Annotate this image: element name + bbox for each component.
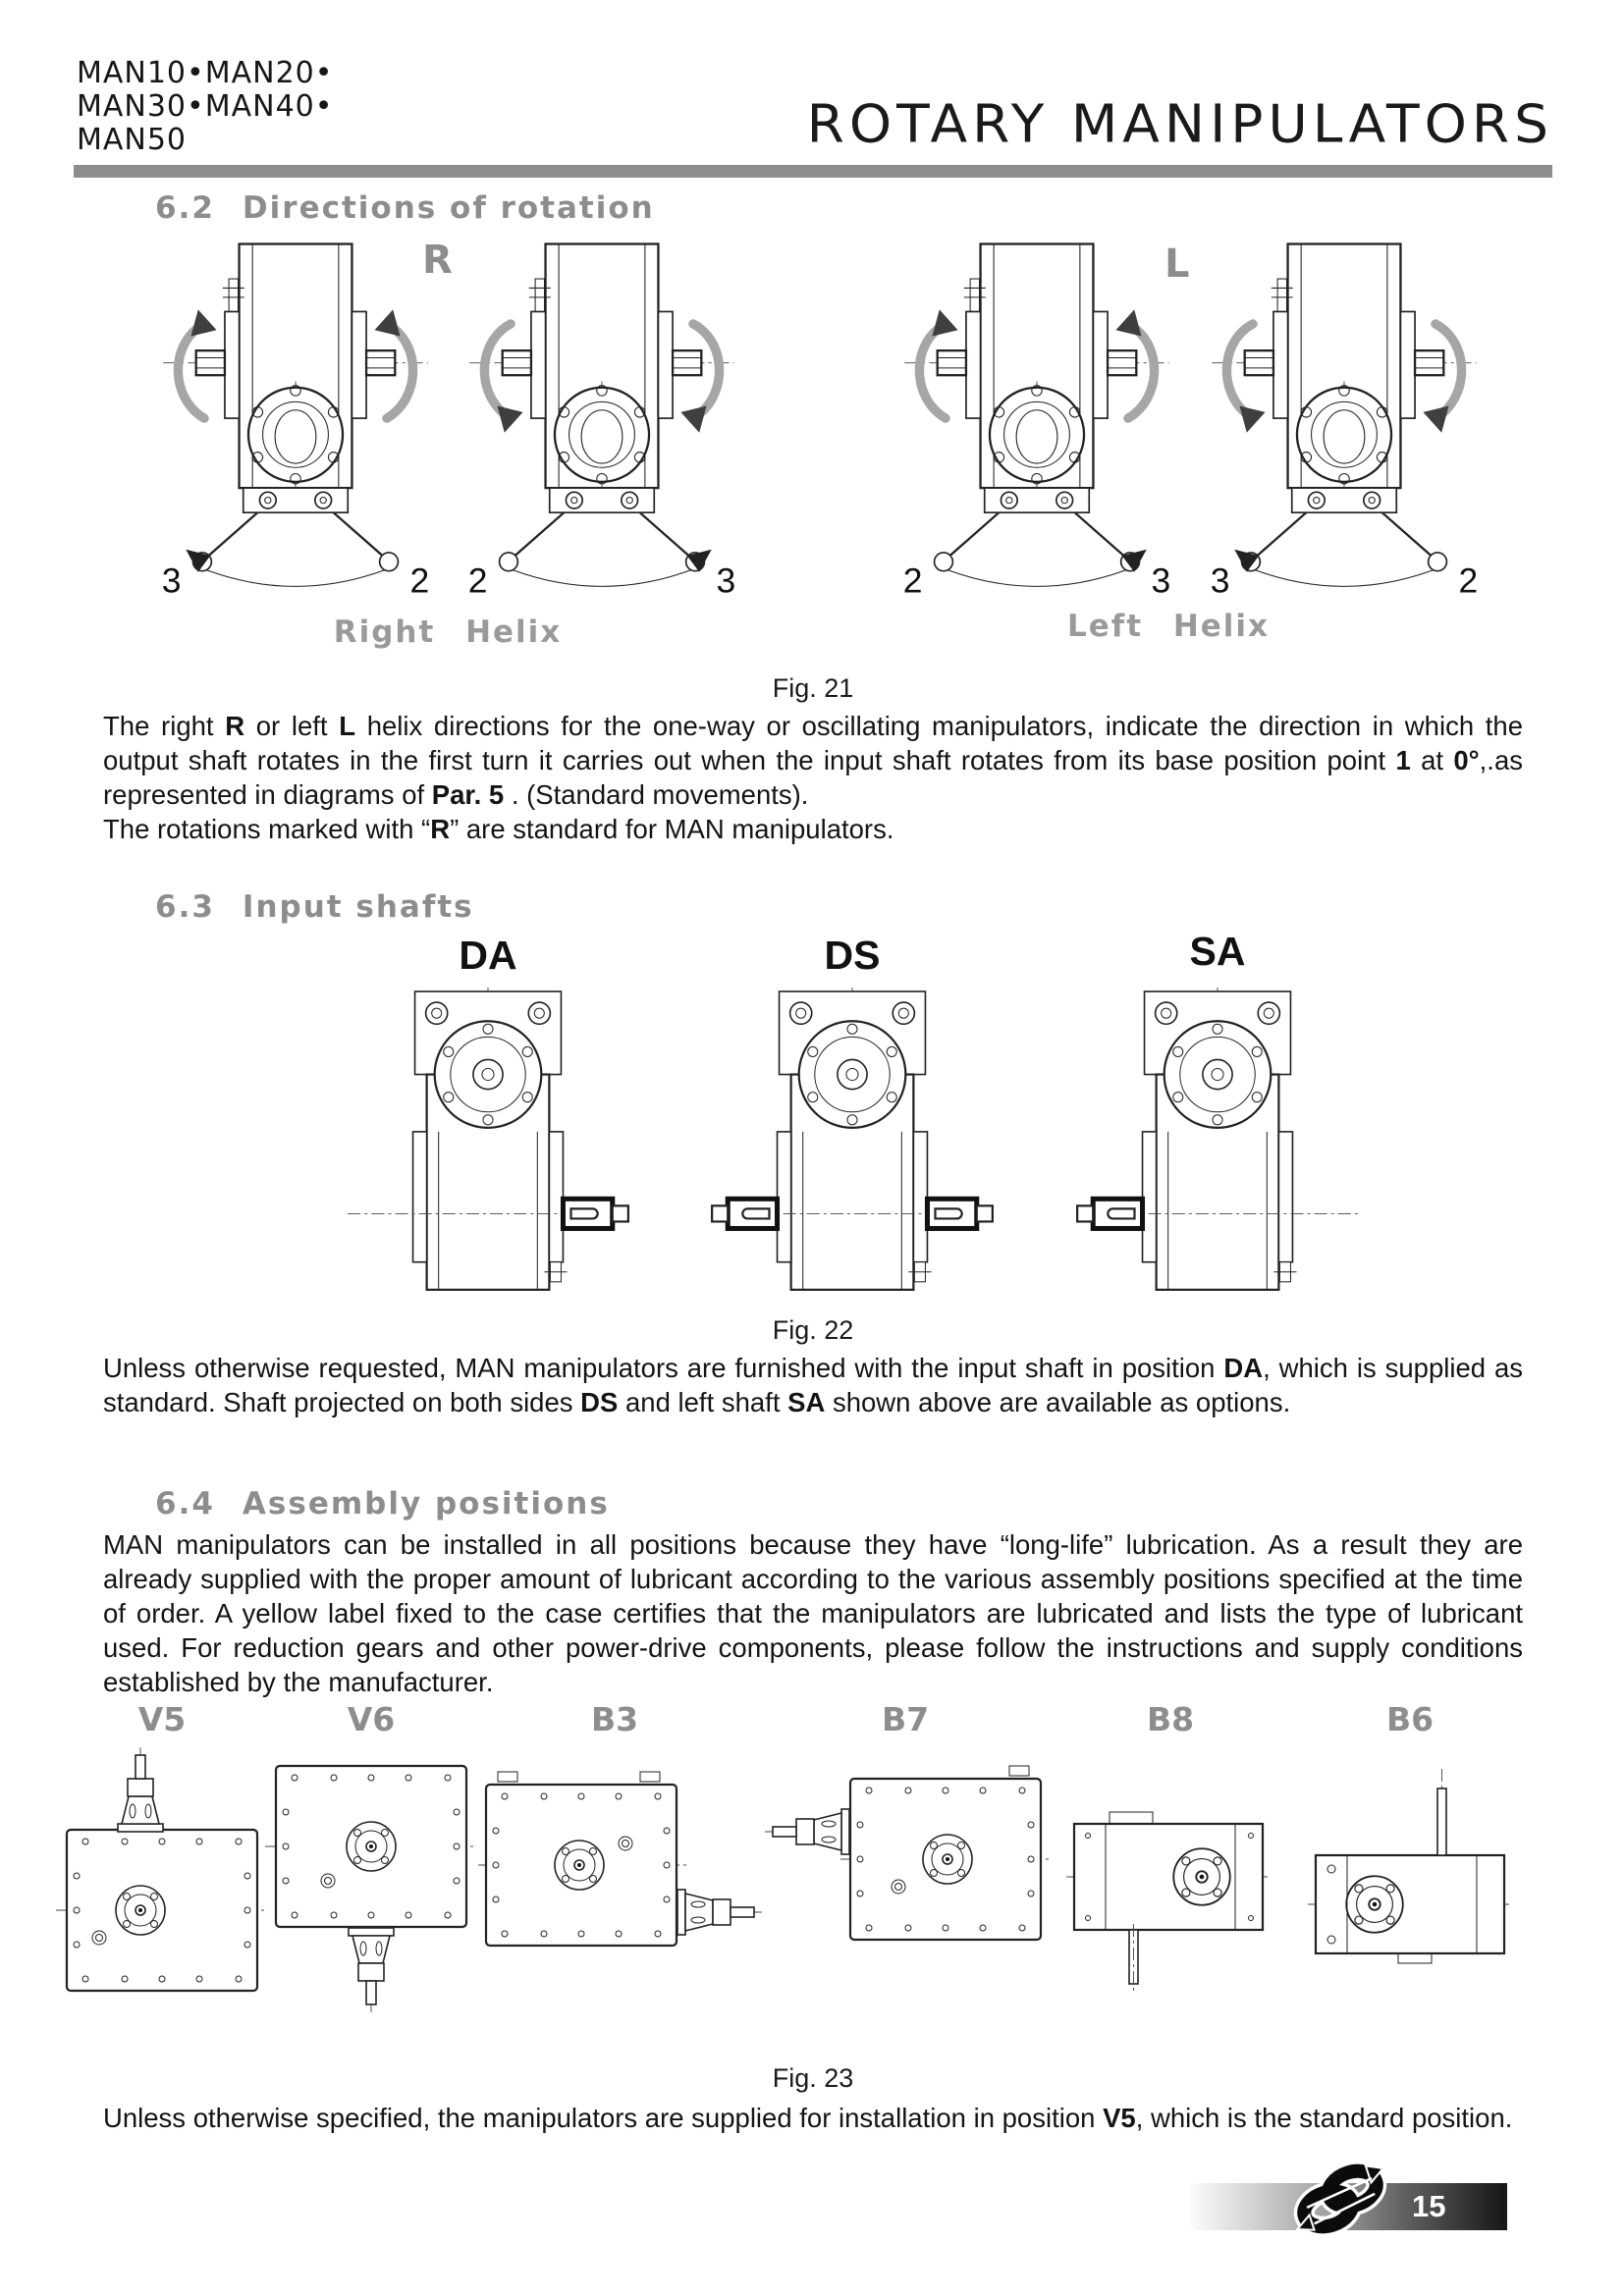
left-helix-label: Left Helix (1066, 609, 1271, 644)
fig23-drawing-b8 (1062, 1767, 1278, 1998)
shaft-label-da: DA (459, 933, 517, 978)
joint-number-right: 3 (1151, 561, 1171, 601)
fig22-drawing-da (340, 984, 636, 1309)
joint-number-right: 3 (716, 561, 736, 601)
section-title: Directions of rotation (242, 190, 655, 226)
model-line-3: MAN50 (77, 123, 188, 157)
section-title: Input shafts (242, 889, 474, 925)
right-helix-letter: R (422, 238, 453, 283)
section-title: Assembly positions (242, 1486, 610, 1522)
model-line-1: MAN10•MAN20• (77, 56, 334, 90)
joint-number-left: 2 (467, 561, 488, 601)
model-list (77, 57, 333, 157)
fig21-drawing-3 (898, 232, 1175, 601)
fig23-drawing-b7 (764, 1761, 1049, 1957)
joint-number-left: 3 (161, 561, 182, 601)
fig23-drawing-b3 (478, 1767, 763, 1963)
fig21-drawing-2 (463, 232, 740, 601)
fig22-drawing-sa (1069, 984, 1366, 1309)
joint-number-left: 2 (902, 561, 923, 601)
section-number: 6.2 (155, 190, 215, 226)
section-number: 6.4 (155, 1486, 215, 1522)
pos-label-v5: V5 (137, 1700, 187, 1738)
fig23-drawing-v5 (54, 1743, 270, 2001)
joint-number-right: 2 (409, 561, 430, 601)
section-heading-6-2 (155, 190, 655, 226)
section-number: 6.3 (155, 889, 215, 925)
section-heading-6-4 (155, 1486, 610, 1522)
joint-number-left: 3 (1210, 561, 1230, 601)
pos-label-b7: B7 (881, 1700, 930, 1738)
fig21-caption: Fig. 21 (772, 673, 854, 703)
section-heading-6-3 (155, 889, 474, 925)
left-helix-letter: L (1164, 241, 1190, 287)
fig22-caption: Fig. 22 (772, 1315, 854, 1345)
assembly-paragraph: MAN manipulators can be installed in all positions because they have “long-life” lubrication. As a result they are already supplied with the proper amount of lubricant according to the various assembly positions specified at the time of order. A yellow label fixed to the case certifies that the manipulators are lubricated and lists the type of lubricant used. For reduction gears and other power-drive components, please follow the instructions and supply conditions established by the manufacturer. (103, 1529, 1523, 1697)
model-line-2: MAN30•MAN40• (77, 89, 334, 124)
fig21-drawing-4 (1206, 232, 1483, 601)
fig21-drawing-1 (157, 232, 434, 601)
shaft-label-ds: DS (824, 933, 881, 978)
page-number: 15 (1412, 2189, 1446, 2223)
fig23-drawing-b6 (1304, 1759, 1520, 1980)
pos-label-v6: V6 (347, 1700, 396, 1738)
header-rule (74, 165, 1552, 178)
right-helix-label: Right Helix (333, 614, 563, 650)
fig22-paragraph: Unless otherwise requested, MAN manipulators are furnished with the input shaft in position DA, which is supplied as standard. Shaft projected on both sides DS and left shaft SA shown above are available as options. (103, 1353, 1523, 1417)
joint-number-right: 2 (1458, 561, 1479, 601)
pos-label-b3: B3 (590, 1700, 639, 1738)
fig23-drawing-v6 (263, 1755, 479, 2030)
fig23-paragraph: Unless otherwise specified, the manipulators are supplied for installation in position V5, which is the standard position. (103, 2103, 1513, 2133)
pos-label-b8: B8 (1146, 1700, 1195, 1738)
brand-logo-icon (1276, 2154, 1404, 2244)
shaft-label-sa: SA (1189, 929, 1246, 974)
page-title: ROTARY MANIPULATORS (806, 92, 1553, 155)
fig23-caption: Fig. 23 (772, 2063, 854, 2093)
fig22-drawing-ds (704, 984, 1001, 1309)
fig21-paragraph: The right R or left L helix directions for the one-way or oscillating manipulators, indicate the direction in which the output shaft rotates in the first turn it carries out when the input shaft rotates from its base position point 1 at 0°,.as represented in diagrams of Par. 5 . (Standard movements). The rotations marked with “R” are standard for MAN manipulators. (103, 711, 1524, 844)
pos-label-b6: B6 (1385, 1700, 1435, 1738)
